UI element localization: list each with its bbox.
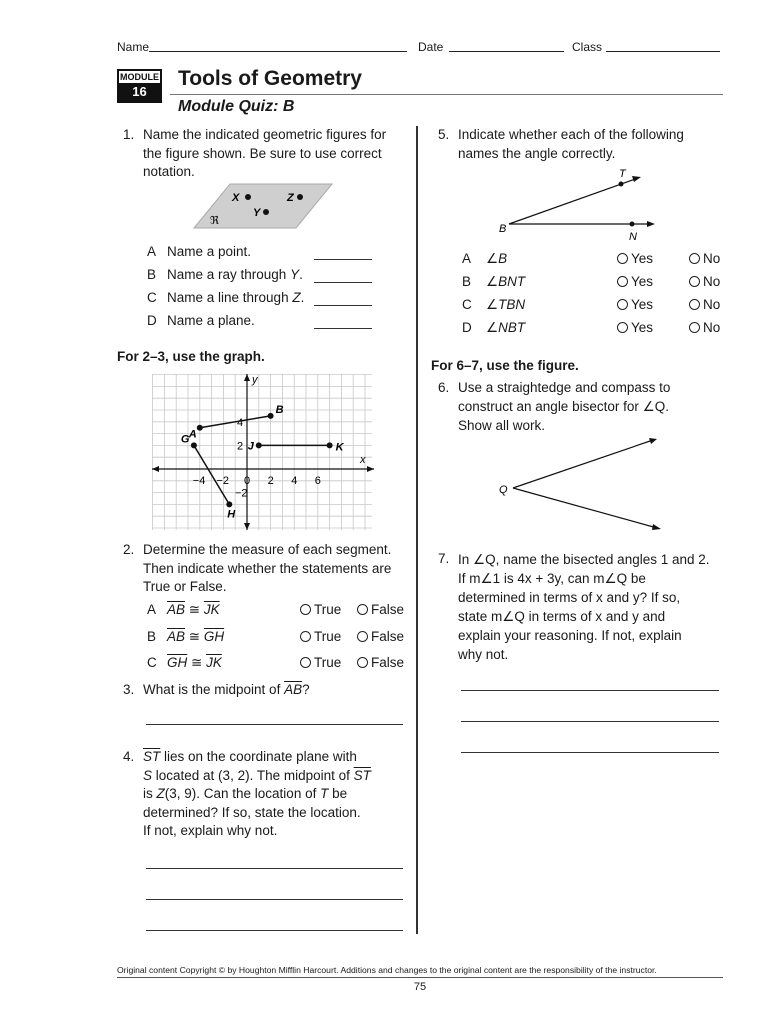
footer-rule	[117, 977, 723, 978]
q1d-answer-line[interactable]	[314, 328, 372, 329]
label-x: X	[232, 192, 240, 204]
q7-answer-line-2[interactable]	[461, 721, 719, 722]
label-a: A	[188, 428, 197, 441]
point-x	[245, 194, 251, 200]
q5-item-b: B ∠BNT	[462, 274, 526, 289]
q2a-false-option[interactable]: False	[357, 601, 404, 619]
module-badge	[117, 69, 162, 103]
q2-item-b: B $\overline{AB}$ ≅ $\overline{GH}$	[147, 629, 225, 644]
label-k: K	[335, 441, 344, 454]
q3-text: What is the midpoint of $\overline{AB}$?	[143, 682, 310, 697]
y-tick-label: −2	[235, 487, 248, 500]
page-title: Tools of Geometry	[178, 67, 362, 90]
q4-number: 4.	[123, 749, 135, 764]
q4-answer-line-2[interactable]	[146, 899, 403, 900]
ray-bt-arrow	[632, 176, 641, 182]
date-label: Date	[418, 40, 444, 54]
point-b	[268, 413, 274, 419]
q7-answer-line-1[interactable]	[461, 690, 719, 691]
x-tick-label: 4	[291, 475, 298, 487]
x-tick-label: −2	[216, 475, 229, 487]
label-j: J	[247, 440, 254, 453]
page-subtitle: Module Quiz: B	[178, 98, 295, 115]
angle-q-figure	[495, 435, 665, 535]
point-g	[191, 442, 197, 448]
label-q: Q	[499, 484, 508, 496]
label-t: T	[619, 168, 626, 180]
q7-number: 7.	[438, 551, 450, 566]
point-z	[297, 194, 303, 200]
q6-text: Use a straightedge and compass to construct an angle bisector for ∠Q. Show all work.	[458, 380, 671, 433]
q4-text: $\overline{ST}$ lies on the coordinate plane with S located at (3, 2). The midpoint of $\overline{ST}$ is Z(3, 9). Can the location of T be determined? If so, state the location. If not, explain why not.	[143, 749, 371, 838]
q5-item-c: C ∠TBN	[462, 297, 526, 312]
y-tick-label: 4	[237, 416, 244, 429]
q2c-true-option[interactable]: True	[300, 654, 341, 672]
y-tick-label: 2	[237, 440, 244, 453]
q5c-no-option[interactable]: No	[689, 296, 720, 314]
label-plane: ℜ	[210, 214, 219, 227]
name-field[interactable]	[149, 51, 407, 52]
q2b-true-option[interactable]: True	[300, 628, 341, 646]
q2b-false-option[interactable]: False	[357, 628, 404, 646]
q2c-false-option[interactable]: False	[357, 654, 404, 672]
q1-text: Name the indicated geometric figures for the figure shown. Be sure to use correct notation.	[143, 127, 387, 179]
graph-heading: For 2–3, use the graph.	[117, 349, 265, 364]
q2a-true-option[interactable]: True	[300, 601, 341, 619]
coordinate-graph	[150, 372, 375, 532]
module-number: 16	[132, 84, 147, 99]
page-number: 75	[413, 981, 427, 993]
y-axis-arrow-down	[244, 523, 250, 530]
q1-item-c: C Name a line through Z.	[147, 290, 305, 305]
q5-text: Indicate whether each of the following names the angle correctly.	[458, 127, 684, 161]
q7-text: In ∠Q, name the bisected angles 1 and 2. If m∠1 is 4x + 3y, can m∠Q be determined in terms of x and y? If so, state m∠Q in terms of x and y and explain your reasoning. If not, explain why not.	[458, 552, 710, 662]
x-tick-label: −4	[192, 475, 206, 487]
q1-number: 1.	[123, 127, 135, 142]
point-a	[197, 425, 203, 431]
date-field[interactable]	[449, 51, 564, 52]
angle-tbn-figure	[495, 165, 665, 243]
class-label: Class	[572, 40, 603, 54]
x-tick-label: 0	[244, 475, 251, 487]
module-label: MODULE	[120, 72, 159, 82]
q2-text: Determine the measure of each segment. Then indicate whether the statements are True or False.	[143, 542, 392, 594]
q2-item-a: A $\overline{AB}$ ≅ $\overline{JK}$	[147, 602, 220, 617]
ray-bn-arrow	[647, 221, 655, 227]
q5c-yes-option[interactable]: Yes	[617, 296, 653, 314]
x-tick-label: 2	[267, 475, 274, 487]
point-h	[226, 501, 232, 507]
x-axis-arrow	[367, 466, 374, 472]
point-n	[630, 222, 635, 227]
q5d-yes-option[interactable]: Yes	[617, 319, 653, 337]
name-label: Name	[117, 40, 150, 54]
label-h: H	[227, 508, 236, 521]
q2-number: 2.	[123, 542, 135, 557]
x-tick-label: 6	[314, 475, 321, 487]
ray-q-upper	[513, 440, 653, 488]
copyright-text: Original content Copyright © by Houghton Mifflin Harcourt. Additions and changes to the original content are the responsibility of the instructor.	[117, 965, 657, 975]
q3-answer-line[interactable]	[146, 724, 403, 725]
q5a-yes-option[interactable]: Yes	[617, 250, 653, 268]
q4-answer-line-1[interactable]	[146, 868, 403, 869]
y-axis-arrow	[244, 374, 250, 381]
point-t	[619, 182, 624, 187]
column-divider	[416, 126, 418, 934]
q6-number: 6.	[438, 380, 450, 395]
label-y: Y	[253, 207, 261, 219]
ray-q-upper-arrow	[649, 438, 657, 444]
q5a-no-option[interactable]: No	[689, 250, 720, 268]
title-rule	[170, 94, 723, 95]
q4-answer-line-3[interactable]	[146, 930, 403, 931]
q5b-no-option[interactable]: No	[689, 273, 720, 291]
label-b: B	[275, 403, 284, 416]
class-field[interactable]	[606, 51, 720, 52]
point-j	[256, 442, 262, 448]
q1-item-b: B Name a ray through Y.	[147, 267, 303, 282]
label-g: G	[180, 433, 190, 446]
ray-q-lower-arrow	[652, 524, 661, 530]
q5-number: 5.	[438, 127, 450, 142]
q1c-answer-line[interactable]	[314, 305, 372, 306]
point-k	[327, 442, 333, 448]
q1-item-d: D Name a plane.	[147, 313, 255, 328]
figure-heading: For 6–7, use the figure.	[431, 358, 579, 373]
label-b: B	[499, 223, 507, 235]
q3-number: 3.	[123, 682, 135, 697]
q1a-answer-line[interactable]	[314, 259, 372, 260]
ray-q-lower	[513, 488, 657, 528]
x-axis-arrow-left	[152, 466, 159, 472]
q2-item-c: C $\overline{GH}$ ≅ $\overline{JK}$	[147, 655, 222, 670]
q1-item-a: A Name a point.	[147, 244, 252, 259]
ray-bt	[509, 178, 638, 224]
q5d-no-option[interactable]: No	[689, 319, 720, 337]
q7-answer-line-3[interactable]	[461, 752, 719, 753]
q5-item-a: A ∠B	[462, 251, 508, 266]
q5b-yes-option[interactable]: Yes	[617, 273, 653, 291]
label-z: Z	[287, 192, 294, 204]
q5-item-d: D ∠NBT	[462, 320, 526, 335]
q1b-answer-line[interactable]	[314, 282, 372, 283]
point-y	[263, 209, 269, 215]
y-axis-label: y	[252, 374, 258, 386]
label-n: N	[629, 231, 637, 243]
plane-figure	[190, 180, 335, 230]
x-axis-label: x	[360, 454, 366, 466]
